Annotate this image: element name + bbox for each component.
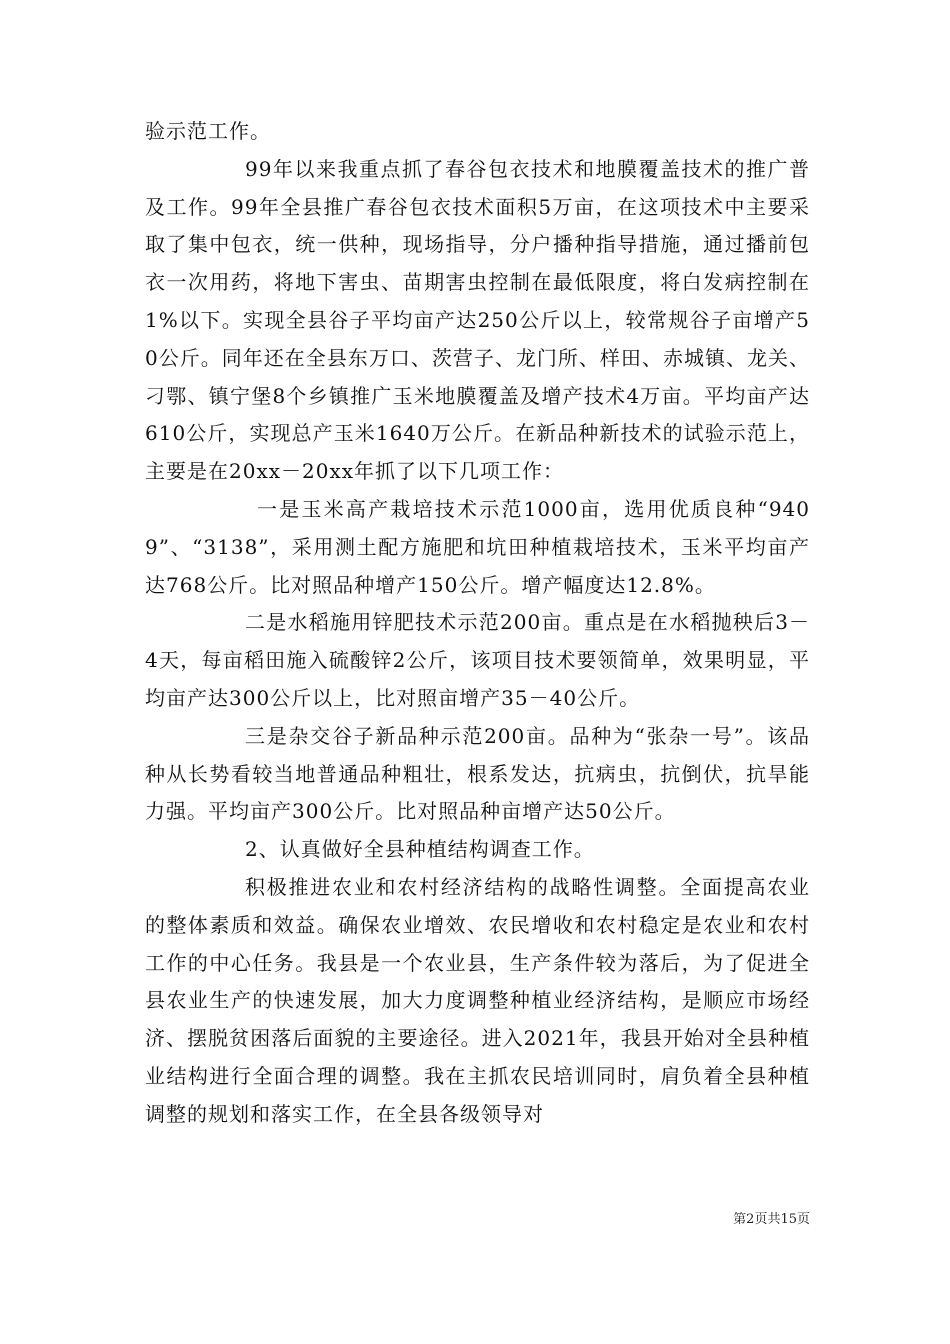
document-body	[145, 113, 810, 1134]
paragraph-7: 积极推进农业和农村经济结构的战略性调整。全面提高农业的整体素质和效益。确保农业增效、农民增收和农村稳定是农业和农村工作的中心任务。我县是一个农业县，生产条件较为落后，为了促进全县农业生产的快速发展，加大力度调整种植业经济结构，是顺应市场经济、摆脱贫困落后面貌的主要途径。进入2021年，我县开始对全县种植业结构进行全面合理的调整。我在主抓农民培训同时，肩负着全县种植调整的规划和落实工作，在全县各级领导对	[145, 874, 810, 1126]
paragraph-2: 99年以来我重点抓了春谷包衣技术和地膜覆盖技术的推广普及工作。99年全县推广春谷包衣技术面积5万亩，在这项技术中主要采取了集中包衣，统一供种，现场指导，分户播种指导措施，通过播前包衣一次用药，将地下害虫、苗期害虫控制在最低限度，将白发病控制在1%以下。实现全县谷子平均亩产达250公斤以上，较常规谷子亩增产50公斤。同年还在全县东万口、茨营子、龙门所、样田、赤城镇、龙关、刁鄂、镇宁堡8个乡镇推广玉米地膜覆盖及增产技术4万亩。平均亩产达610公斤，实现总产玉米1640万公斤。在新品种新技术的试验示范上，主要是在20xx－20xx年抓了以下几项工作：	[145, 156, 810, 484]
paragraph-5: 三是杂交谷子新品种示范200亩。品种为“张杂一号”。该品种从长势看较当地普通品种粗壮，根系发达，抗病虫，抗倒伏，抗旱能力强。平均亩产300公斤。比对照品种亩增产达50公斤。	[145, 723, 810, 824]
paragraph-4: 二是水稻施用锌肥技术示范200亩。重点是在水稻抛秧后3－4天，每亩稻田施入硫酸锌2公斤，该项目技术要领简单，效果明显，平均亩产达300公斤以上，比对照亩增产35－40公斤。	[145, 610, 810, 710]
page-number-footer: 第2页共15页	[733, 1212, 810, 1227]
section-heading: 2、认真做好全县种植结构调查工作。	[245, 837, 595, 862]
paragraph-1: 验示范工作。	[145, 119, 271, 143]
paragraph-3: 一是玉米高产栽培技术示范1000亩，选用优质良种“9409”、“3138”，采用测土配方施肥和坑田种植栽培技术，玉米平均亩产达768公斤。比对照品种增产150公斤。增产幅度达12.8%。	[145, 496, 810, 597]
